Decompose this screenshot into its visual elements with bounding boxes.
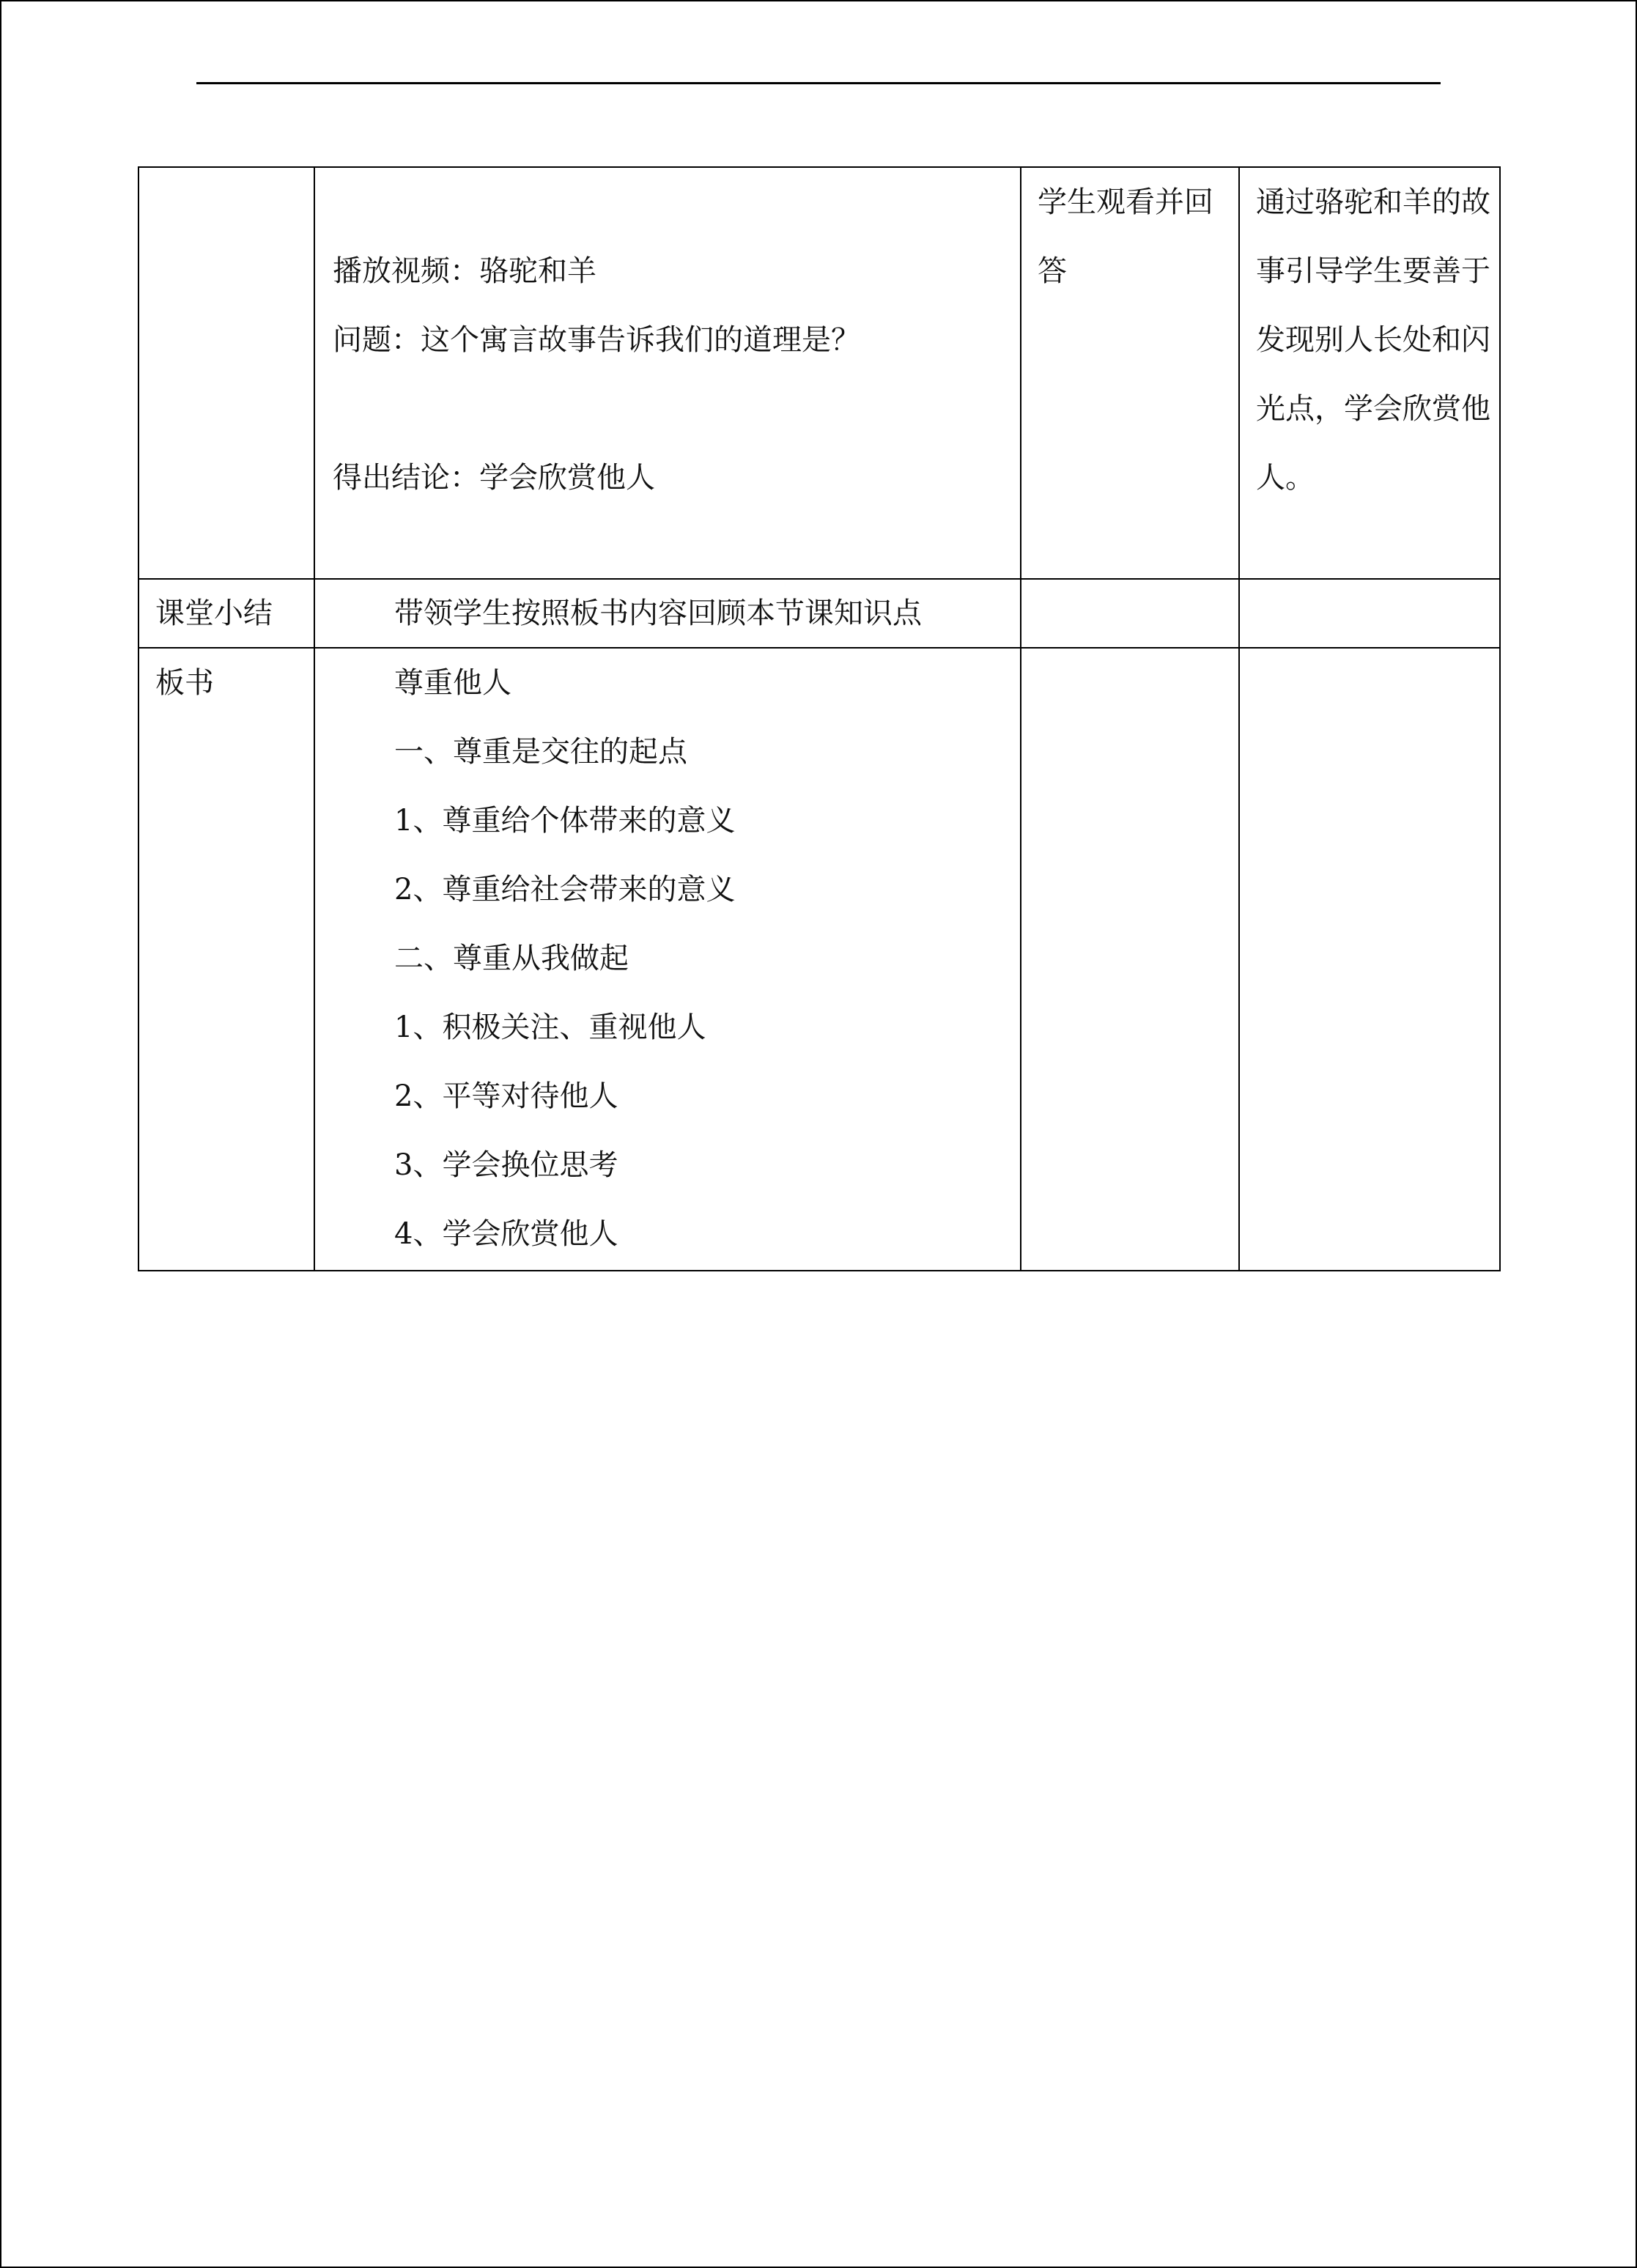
board-label: 板书 xyxy=(138,648,314,1271)
board-empty-cell-2 xyxy=(1239,648,1500,1271)
board-item: 4、学会欣赏他人 xyxy=(394,1217,618,1251)
video-line: 播放视频：骆驼和羊 xyxy=(333,254,596,288)
board-item: 3、学会换位思考 xyxy=(394,1148,618,1182)
header-rule xyxy=(196,82,1441,84)
conclusion-line: 得出结论：学会欣赏他人 xyxy=(333,461,655,495)
video-row-label-cell xyxy=(138,167,314,579)
design-intent-text: 通过骆驼和羊的故事引导学生要善于发现别人长处和闪光点，学会欣赏他人。 xyxy=(1256,185,1490,495)
video-row xyxy=(138,167,1500,579)
board-item: 1、尊重给个体带来的意义 xyxy=(394,804,736,838)
student-activity-text: 学生观看并回答 xyxy=(1038,185,1213,288)
video-row-content-cell xyxy=(314,167,1021,579)
board-empty-cell-1 xyxy=(1021,648,1239,1271)
summary-empty-cell-1 xyxy=(1021,579,1239,648)
board-item: 一、尊重是交往的起点 xyxy=(394,735,687,769)
board-item: 二、尊重从我做起 xyxy=(394,942,629,975)
board-item: 1、积极关注、重视他人 xyxy=(394,1011,706,1044)
summary-empty-cell-2 xyxy=(1239,579,1500,648)
board-item: 尊重他人 xyxy=(394,666,511,700)
summary-label: 课堂小结 xyxy=(138,579,314,648)
question-line: 问题：这个寓言故事告诉我们的道理是？ xyxy=(333,323,860,357)
board-item: 2、尊重给社会带来的意义 xyxy=(394,873,736,906)
design-intent-cell xyxy=(1239,167,1500,579)
board-row xyxy=(138,648,1500,1271)
board-item: 2、平等对待他人 xyxy=(394,1079,618,1113)
summary-row xyxy=(138,579,1500,648)
lesson-plan-table xyxy=(138,166,1501,1271)
student-activity-cell xyxy=(1021,167,1239,579)
board-content-cell xyxy=(314,648,1021,1271)
summary-content: 带领学生按照板书内容回顾本节课知识点 xyxy=(314,579,1021,648)
